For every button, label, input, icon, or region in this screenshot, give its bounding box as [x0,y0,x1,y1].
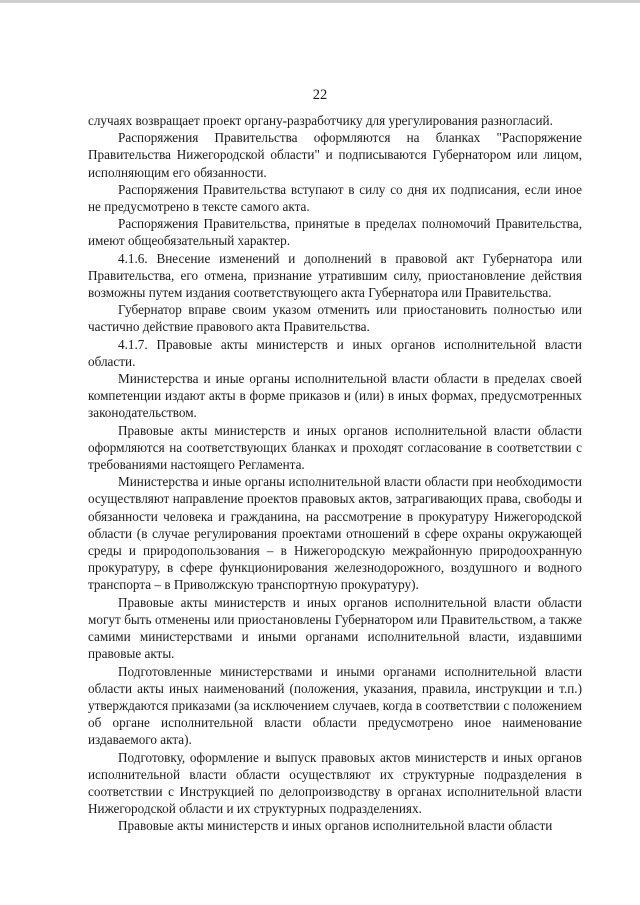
page-number: 22 [312,87,328,103]
paragraph: Распоряжения Правительства вступают в силу со дня их подписания, если иное не предусмотрено в тексте самого акта. [88,181,582,215]
paragraph: Правовые акты министерств и иных органов исполнительной власти области могут быть отменены или приостановлены Губернатором или Правительством, а также самими министерствами и иными органами исполнительной власти, издавшими правовые акты. [88,594,582,662]
section-heading: 4.1.7. Правовые акты министерств и иных органов исполнительной власти области. [88,336,582,369]
paragraph: Распоряжения Правительства, принятые в пределах полномочий Правительства, имеют общеобязательный характер. [88,216,582,249]
paragraph: Министерства и иные органы исполнительной власти области в пределах своей компетенции издают акты в форме приказов и (или) в иных формах, предусмотренных законодательством. [88,371,582,421]
paragraph: Губернатор вправе своим указом отменить или приостановить полностью или частично действие правового акта Правительства. [88,302,582,335]
paragraph: случаях возвращает проект органу-разработчику для урегулирования разногласий. [88,113,553,128]
paragraph: Министерства и иные органы исполнительной власти области при необходимости осуществляют направление проектов правовых актов, затрагивающих права, свободы и обязанности человека и гражданина, на рассмотрение в прокуратуру Нижегородской области (в случае регулирования проектами отношений в сфере охраны окружающей среды и природопользования – в Нижегородскую межрайонную природоохранную прокуратуру, в сфере функционирования железнодорожного, воздушного и водного транспорта – в Приволжскую транспортную прокуратуру). [88,474,582,593]
paragraph: 4.1.6. Внесение изменений и дополнений в правовой акт Губернатора или Правительства, его отмена, признание утратившим силу, приостановление действия возможны путем издания соответствующего акта Губернатора или Правительства. [88,250,582,301]
paragraph: Подготовленные министерствами и иными органами исполнительной власти области акты иных наименований (положения, указания, правила, инструкции и т.п.) утверждаются приказами (за исключением случаев, когда в соответствии с положением об органе исполнительной власти области предусмотрено иное наименование издаваемого акта). [88,663,582,748]
paragraph: Распоряжения Правительства оформляются на бланках "Распоряжение Правительства Нижегородской области" и подписываются Губернатором или лицом, исполняющим его обязанности. [88,130,582,180]
scan-top-edge [0,0,640,3]
paragraph: Правовые акты министерств и иных органов исполнительной власти области оформляются на соответствующих бланках и проходят согласование в соответствии с требованиями настоящего Регламента. [88,422,582,473]
paragraph: Правовые акты министерств и иных органов исполнительной власти области [118,818,553,834]
paragraph: Подготовку, оформление и выпуск правовых актов министерств и иных органов исполнительной власти области осуществляют их структурные подразделения в соответствии с Инструкцией по делопроизводству в органах исполнительной власти Нижегородской области и их структурных подразделениях. [88,749,582,817]
document-body [88,112,582,835]
